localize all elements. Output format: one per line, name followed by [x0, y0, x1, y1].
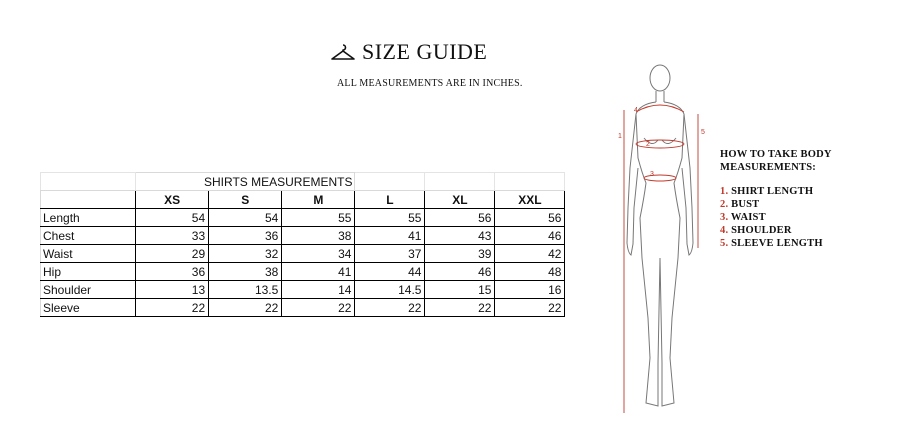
table-cell: 48: [495, 263, 565, 281]
list-item: [720, 224, 890, 237]
table-row: [41, 281, 565, 299]
table-cell: 13: [136, 281, 209, 299]
table-cell: 46: [425, 263, 495, 281]
list-item: [720, 185, 890, 198]
table-cell: 22: [495, 299, 565, 317]
item-label: SHOULDER: [731, 225, 792, 236]
list-item: [720, 211, 890, 224]
table-cell: 14: [282, 281, 355, 299]
marker-2: 2: [646, 141, 650, 148]
table-cell: 36: [209, 227, 282, 245]
table-cell: 54: [209, 209, 282, 227]
item-label: BUST: [731, 199, 760, 210]
column-header: S: [209, 191, 282, 209]
table-cell: 54: [136, 209, 209, 227]
instructions-title: HOW TO TAKE BODY MEASUREMENTS:: [720, 149, 832, 173]
table-cell: 32: [209, 245, 282, 263]
table-cell: 37: [355, 245, 425, 263]
body-measurement-figure: [600, 58, 720, 418]
table-row: [41, 263, 565, 281]
list-item: [720, 198, 890, 211]
column-header: XS: [136, 191, 209, 209]
table-cell: 34: [282, 245, 355, 263]
table-cell: 41: [282, 263, 355, 281]
instructions-list: [720, 185, 890, 250]
table-caption: SHIRTS MEASUREMENTS: [136, 173, 355, 191]
table-cell: 39: [425, 245, 495, 263]
row-label: Chest: [41, 227, 136, 245]
table-row: [41, 299, 565, 317]
table-cell: 16: [495, 281, 565, 299]
table-cell: 44: [355, 263, 425, 281]
marker-1: 1: [618, 133, 622, 140]
size-guide-header: [330, 38, 560, 66]
table-row: [41, 227, 565, 245]
item-number: 4.: [720, 225, 729, 236]
row-label: Shoulder: [41, 281, 136, 299]
table-caption-row: [41, 173, 565, 191]
table-row: [41, 245, 565, 263]
marker-4: 4: [634, 107, 638, 114]
table-cell: 38: [282, 227, 355, 245]
table-cell: 33: [136, 227, 209, 245]
row-label: Sleeve: [41, 299, 136, 317]
row-label: Hip: [41, 263, 136, 281]
item-number: 5.: [720, 238, 729, 249]
list-item: [720, 237, 890, 250]
table-cell: 22: [355, 299, 425, 317]
table-cell: 41: [355, 227, 425, 245]
table-cell: 56: [425, 209, 495, 227]
table-cell: 14.5: [355, 281, 425, 299]
table-cell: 13.5: [209, 281, 282, 299]
table-row: [41, 209, 565, 227]
size-table: [40, 172, 565, 317]
table-cell: 22: [425, 299, 495, 317]
row-label: Length: [41, 209, 136, 227]
table-cell: 38: [209, 263, 282, 281]
item-number: 1.: [720, 186, 729, 197]
item-label: SLEEVE LENGTH: [731, 238, 823, 249]
item-label: SHIRT LENGTH: [731, 186, 814, 197]
table-cell: 42: [495, 245, 565, 263]
table-header-row: [41, 191, 565, 209]
table-cell: 22: [136, 299, 209, 317]
table-cell: 22: [209, 299, 282, 317]
table-cell: 22: [282, 299, 355, 317]
page-subtitle: ALL MEASUREMENTS ARE IN INCHES.: [337, 78, 523, 89]
marker-5: 5: [701, 129, 705, 136]
table-cell: 55: [282, 209, 355, 227]
row-label: Waist: [41, 245, 136, 263]
column-header: M: [282, 191, 355, 209]
page-title: SIZE GUIDE: [362, 39, 488, 64]
item-number: 3.: [720, 212, 729, 223]
column-header: L: [355, 191, 425, 209]
hanger-icon: [330, 43, 356, 61]
column-header: XL: [425, 191, 495, 209]
table-cell: 36: [136, 263, 209, 281]
item-number: 2.: [720, 199, 729, 210]
table-cell: 56: [495, 209, 565, 227]
table-cell: 46: [495, 227, 565, 245]
table-cell: 29: [136, 245, 209, 263]
measurement-instructions: [720, 148, 890, 250]
item-label: WAIST: [730, 212, 766, 223]
column-header: XXL: [495, 191, 565, 209]
title-row: [330, 38, 560, 66]
table-cell: 43: [425, 227, 495, 245]
table-cell: 15: [425, 281, 495, 299]
marker-3: 3: [650, 171, 654, 178]
table-cell: 55: [355, 209, 425, 227]
